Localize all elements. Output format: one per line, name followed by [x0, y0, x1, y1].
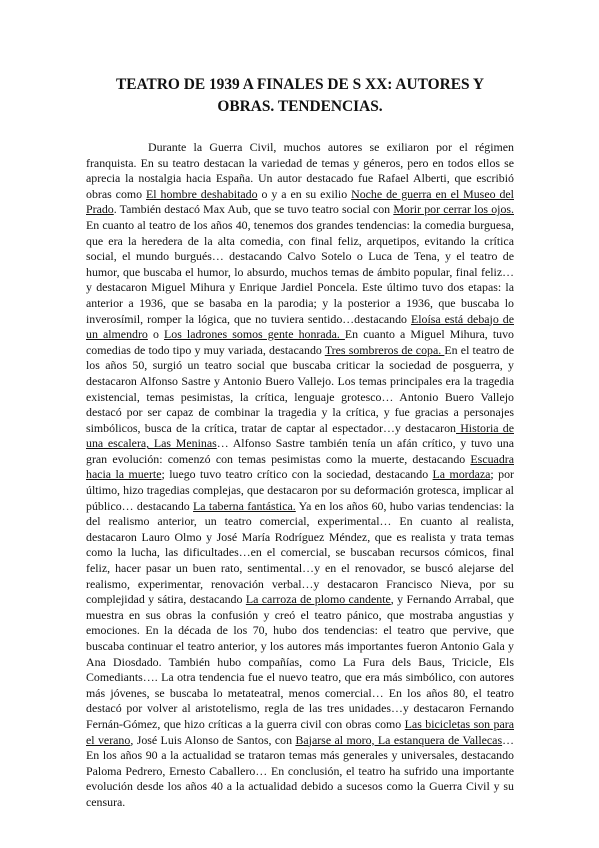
work-title: El hombre deshabitado [146, 186, 258, 201]
text-run: , José Luis Alonso de Santos, con [130, 732, 296, 747]
text-run: o [147, 327, 164, 342]
work-title: Eloísa está debajo de un almendro [86, 311, 514, 342]
text-run: Ya en los años 60, hubo varias tendencias: la del realismo anterior, un teatro comercial, experimental… En cuanto al realista, destacaron Lauro Olmo y José María Rodríguez Méndez, que es realista y trata temas como la lucha, las dificultades…en el comercial, se buscaban recursos cómicos, final feliz, hacer pasar un buen rato, sentimental…y en el renovador, se buscó alejarse del realismo, experimentar, renovación verbal…y destacaron Francisco Nieva, por su complejidad y sátira, destacando [86, 498, 515, 607]
work-title: Bajarse al moro, La estanquera de Vallecas [295, 732, 503, 747]
work-title: Noche de guerra en el Museo del Prado [86, 186, 514, 217]
work-title: La mordaza [432, 467, 491, 482]
work-title: Los ladrones somos gente honrada. [163, 327, 345, 342]
text-run: ; luego tuvo teatro crítico con la sociedad, destacando [161, 467, 433, 482]
work-title: Tres sombreros de copa. [324, 342, 445, 357]
text-run: En cuanto a Miguel Mihura, tuvo comedias de todo tipo y muy variada, destacando [86, 327, 514, 357]
text-run: … En los años 90 a la actualidad se trataron temas más generales y universales, destacando Paloma Pedrero, Ernesto Caballero… En conclusión, el teatro ha sufrido una importante evolución desde los años 40 a la actualidad debido a sucesos como la Guerra Civil y su censura. [86, 732, 514, 809]
text-run: ; por último, hizo tragedias complejas, que destacaron por su deformación grotesca, implicar al público… destacando [86, 467, 514, 513]
text-run: Durante la Guerra Civil, muchos autores se exiliaron por el régimen franquista. En su teatro destacan la variedad de temas y géneros, pero en todos ellos se aprecia la nostalgia hacia España. Un autor destacado fue Rafael Alberti, que escribió obras como [86, 140, 514, 201]
work-title: Historia de una escalera, Las Meninas [86, 420, 514, 451]
work-title: La carroza de plomo candente [245, 592, 391, 607]
work-title: La taberna fantástica. [193, 498, 296, 513]
text-run: . También destacó Max Aub, que se tuvo teatro social con [113, 202, 394, 217]
document-title: TEATRO DE 1939 A FINALES DE S XX: AUTORES Y OBRAS. TENDENCIAS. [116, 76, 484, 115]
text-run: En el teatro de los años 50, surgió un teatro social que buscaba criticar la sociedad de posguerra, y destacaron Alfonso Sastre y Antonio Buero Vallejo. Los temas principales era la tragedia existencial, temas pesimistas, la crítica, lenguaje grotesco… Antonio Buero Vallejo destacó por ser capaz de combinar la tragedia y la crítica, y fue gracias a personajes simbólicos, busca de la crítica, tratar de captar al espectador…y destacaron [86, 342, 515, 435]
body-paragraph [86, 140, 514, 811]
text-run: , y Fernando Arrabal, que muestra en sus obras la confusión y creó el teatro pánico, que mostraba angustias y emociones. En la década de los 70, hubo dos tendencias: el teatro que pervive, que buscaba continuar el teatro anterior, y los autores más importantes fueron Antonio Gala y Ana Diosdado. También hubo compañías, como La Fura dels Baus, Tricicle, Els Comediants…. La otra tendencia fue el nuevo teatro, que era más simbólico, con autores más jóvenes, se buscaba lo metateatral, menos comercial… En los años 80, el teatro destacó por volver al aristotelismo, regla de las tres unidades…y destacaron Fernando Fernán-Gómez, que hizo críticas a la guerra civil con obras como [86, 592, 514, 731]
text-run: o y a en su exilio [257, 186, 352, 201]
work-title: Escuadra hacia la muerte [86, 451, 514, 482]
work-title: Morir por cerrar los ojos. [393, 202, 514, 217]
text-run: … Alfonso Sastre también tenía un afán crítico, y tuvo una gran evolución: comenzó con temas pesimistas como la muerte, destacando [86, 436, 514, 466]
text-run: En cuanto al teatro de los años 40, tenemos dos grandes tendencias: la comedia burguesa, que era la heredera de la alta comedia, con final feliz, arquetipos, evitando la crítica social, el mundo burgués… destacando Calvo Sotelo o Luca de Tena, y el teatro de humor, que buscaba el humor, lo absurdo, muchos temas de ámbito popular, final feliz…y destacaron Miguel Mihura y Enrique Jardiel Poncela. Este último tuvo dos etapas: la anterior a 1936, que se basaba en la parodia; y la posterior a 1936, que buscaba lo inverosímil, romper la lógica, que no tuviera sentido…destacando [86, 217, 514, 326]
work-title: Las bicicletas son para el verano [86, 716, 515, 747]
